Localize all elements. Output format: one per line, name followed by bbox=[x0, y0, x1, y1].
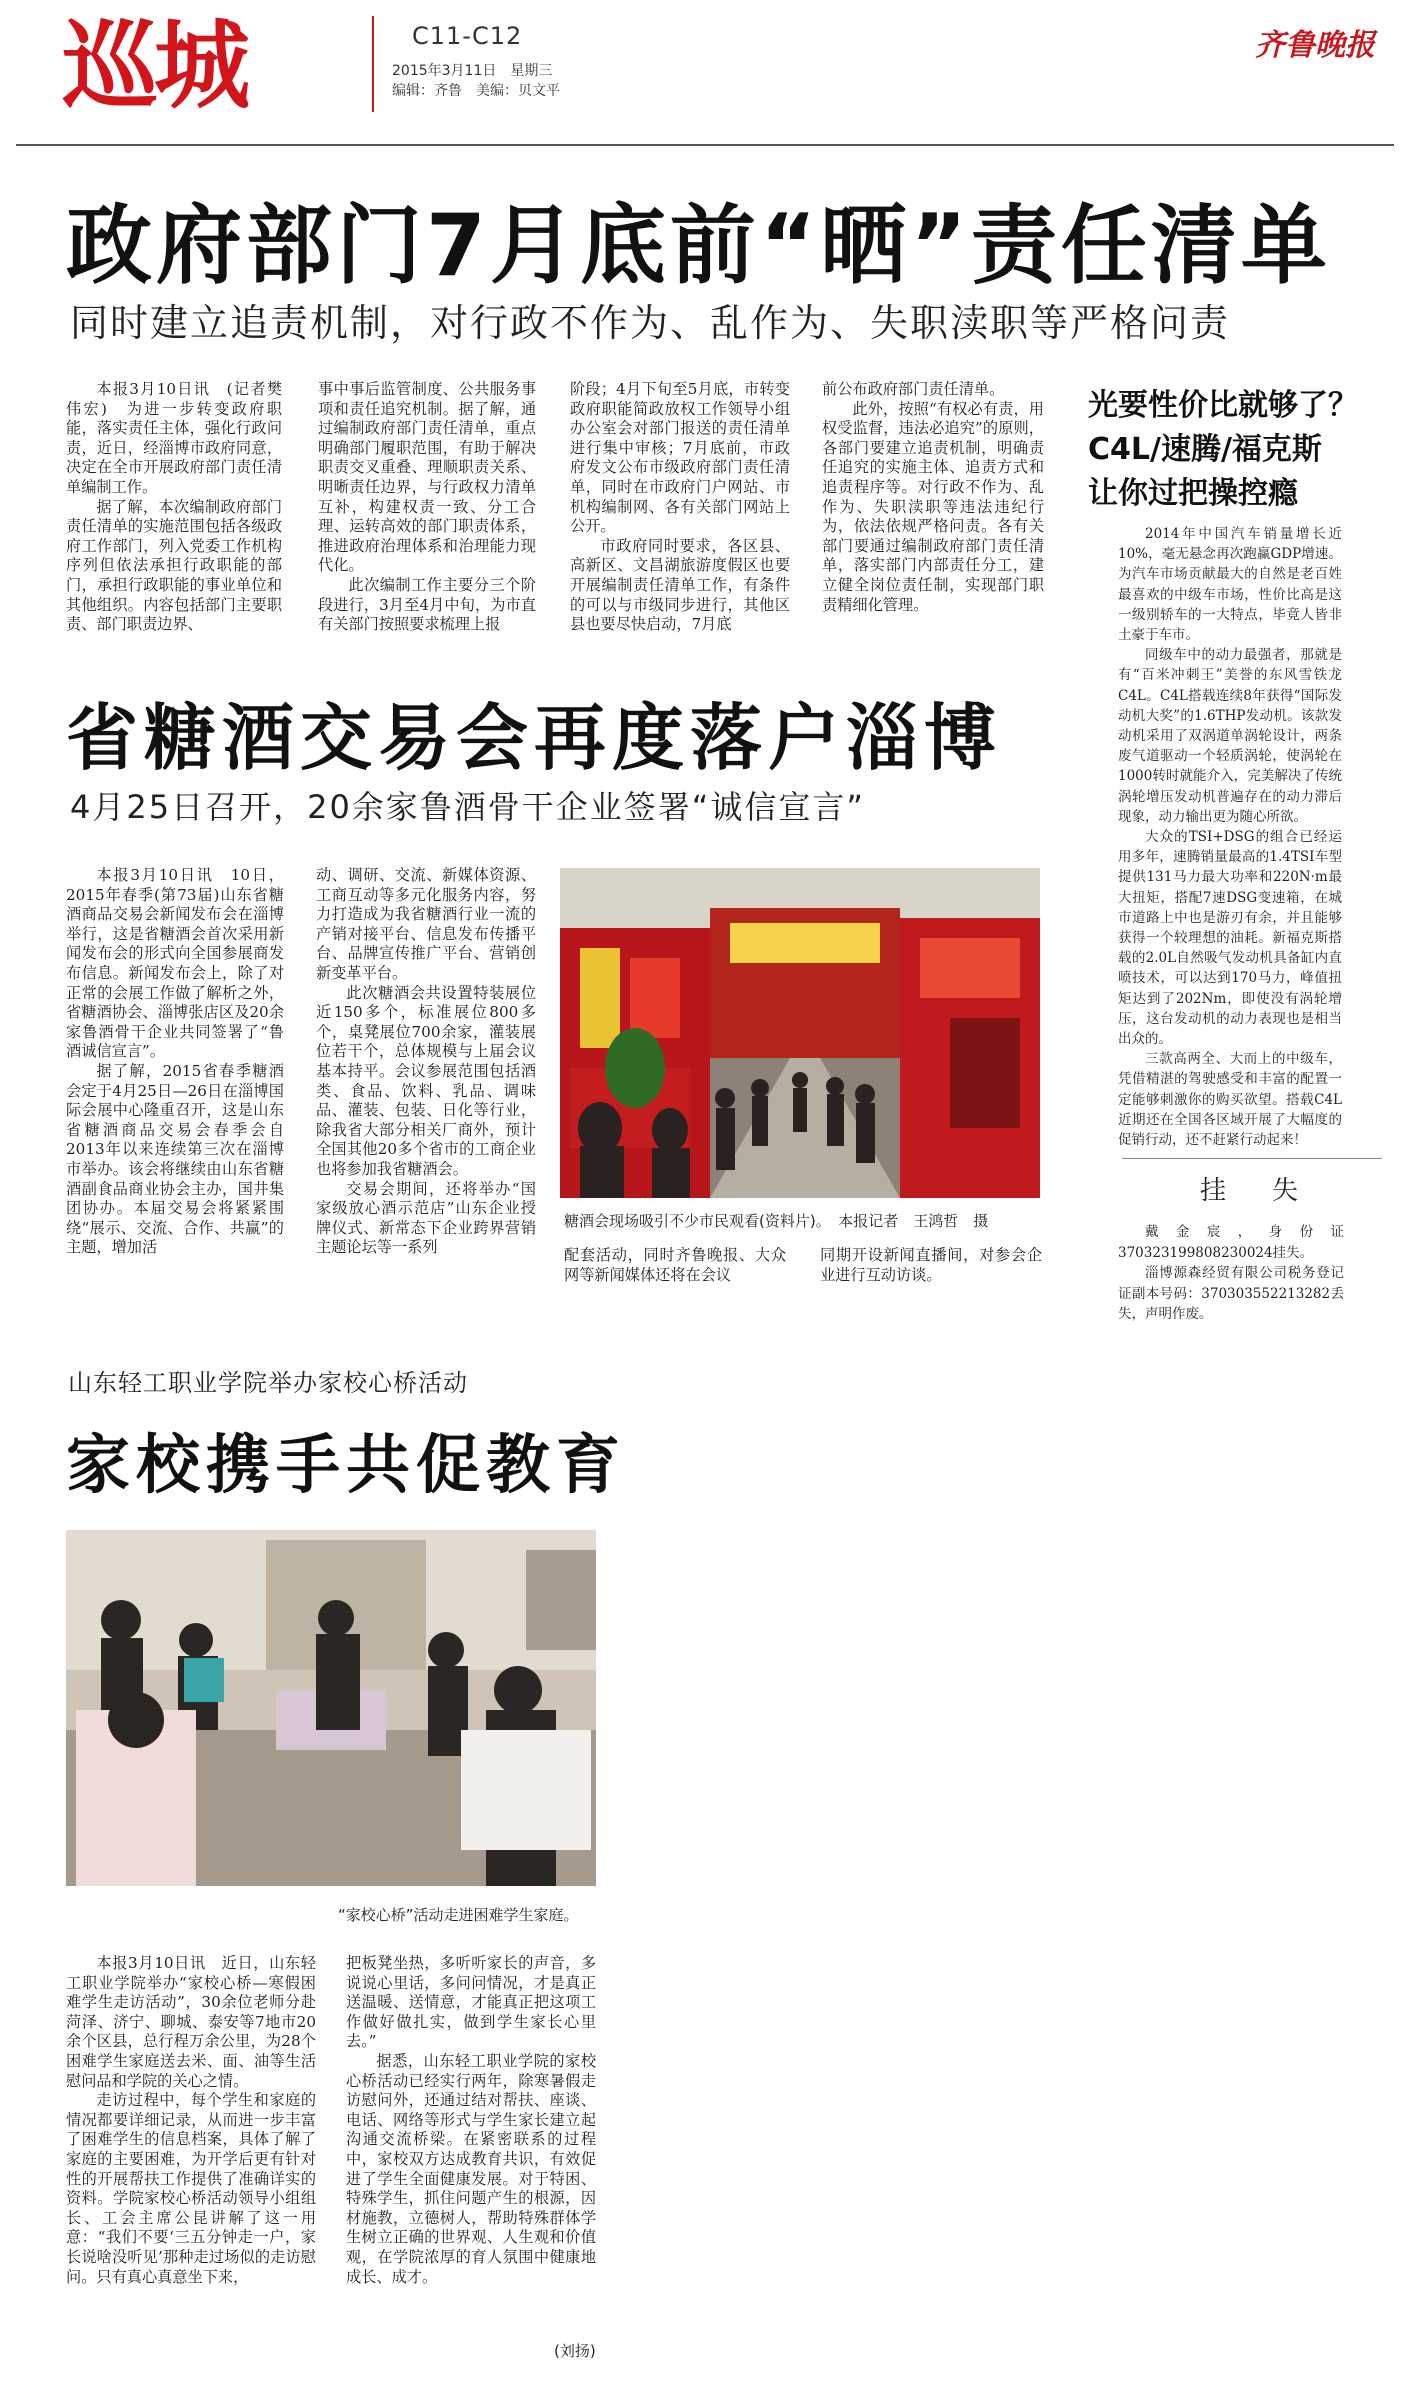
lost-notice-rule bbox=[1122, 1158, 1382, 1159]
story1-column-1 bbox=[66, 380, 282, 635]
story2-col2-para2: 此次糖酒会共设置特装展位近150多个，标准展位800多个，桌凳展位700余家，灌装展位若干个，总体规模与上届会议基本持平。会议参展范围包括酒类、食品、饮料、乳品、调味品、灌装、包装、日化等行业，除我省大部分相关厂商外，预计全国其他20多个省市的工商企业也将参加我省糖酒会。 bbox=[316, 983, 536, 1178]
story1-col2-para1: 事中事后监管制度、公共服务事项和责任追究机制。据了解，通过编制政府部门责任清单，重点明确部门履职范围，有助于解决职责交叉重叠、理顺职责关系、明晰责任边界，与行政权力清单互补，构建权责一致、分工合理、运转高效的部门职责体系，推进政府治理体系和治理能力现代化。 bbox=[318, 380, 536, 575]
lost-notice-para2: 淄博源森经贸有限公司税务登记证副本号码：370303552213282丢失，声明作废。 bbox=[1118, 1265, 1344, 1322]
home-visit-photo bbox=[66, 1530, 596, 1886]
sidebar-para1: 2014年中国汽车销量增长近10%，毫无悬念再次跑赢GDP增速。为汽车市场贡献最大的自然是老百姓最喜欢的中级车市场，性价比高是这一级别轿车的一大特点，毕竟人皆非土豪于车市。 bbox=[1118, 526, 1342, 644]
trade-fair-photo-caption: 糖酒会现场吸引不少市民观看(资料片)。 本报记者 王鸿哲 摄 bbox=[564, 1212, 989, 1230]
story3-col2-para1: 把板凳坐热，多听听家长的声音，多说说心里话，多问问情况，才是真正送温暖、送情意，才能真正把这项工作做好做扎实，做到学生家长心里去。” bbox=[346, 1954, 596, 2051]
story1-col3-para1: 阶段；4月下旬至5月底，市转变政府职能简政放权工作领导小组办公室会对部门报送的责任清单进行集中审核；7月底前，市政府发文公布市级政府部门责任清单，同时在市政府门户网站、市机构编制网、各有关部门网站上公开。 bbox=[570, 380, 790, 536]
story3-kicker: 山东轻工职业学院举办家校心桥活动 bbox=[68, 1369, 468, 1397]
story1-column-2 bbox=[318, 380, 536, 635]
story1-column-3 bbox=[570, 380, 790, 635]
story3-headline: 家校携手共促教育 bbox=[66, 1429, 626, 1503]
sidebar-headline-line3: 让你过把操控瘾 bbox=[1088, 476, 1298, 511]
story1-col2-para2: 此次编制工作主要分三个阶段进行，3月至4月中旬，为市直有关部门按照要求梳理上报 bbox=[318, 575, 536, 634]
story3-col2-para2: 据悉，山东轻工职业学院的家校心桥活动已经实行两年，除寒暑假走访慰问外，还通过结对帮扶、座谈、电话、网络等形式与学生家长建立起沟通交流桥梁。在紧密联系的过程中，家校双方达成教育共识，有效促进了学生全面健康发展。对于特困、特殊学生，抓住问题产生的根源，因材施教，立德树人，帮助特殊群体学生树立正确的世界观、人生观和价值观，在学院浓厚的育人氛围中健康地成长、成才。 bbox=[346, 2051, 596, 2286]
story2-column-4 bbox=[820, 1246, 1042, 1285]
story1-subhead: 同时建立追责机制，对行政不作为、乱作为、失职渎职等严格问责 bbox=[70, 301, 1231, 345]
section-logo: 巡城 bbox=[62, 9, 246, 122]
story2-column-3 bbox=[564, 1246, 786, 1285]
story3-column-1 bbox=[66, 1954, 316, 2287]
story3-signature: (刘扬) bbox=[554, 2342, 596, 2360]
lost-notice-title: 挂 失 bbox=[1200, 1176, 1309, 1206]
story2-column-2 bbox=[316, 866, 536, 1258]
page-numbers: C11-C12 bbox=[412, 22, 523, 50]
story1-col4-para1: 前公布政府部门责任清单。 bbox=[822, 380, 1005, 398]
story3-col1-para1: 本报3月10日讯 近日，山东轻工职业学院举办“家校心桥—寒假困难学生走访活动”，30余位老师分赴菏泽、济宁、聊城、泰安等7地市20余个区县，总行程万余公里，为28个困难学生家庭送去米、面、油等生活慰问品和学院的关心之情。 bbox=[66, 1954, 316, 2090]
lost-notice-para1: 戴金宸，身份证370323199808230024挂失。 bbox=[1118, 1224, 1344, 1261]
sidebar-para2: 同级车中的动力最强者，那就是有“百米冲刺王”美誉的东风雪铁龙C4L。C4L搭载连续8年获得“国际发动机大奖”的1.6THP发动机。该款发动机采用了双涡道单涡轮设计，两条废气道驱动一个轻质涡轮，使涡轮在1000转时就能介入，完美解决了传统涡轮增压发动机普遍存在的动力滞后现象，动力输出更为随心所欲。 bbox=[1118, 647, 1342, 825]
sidebar-para4: 三款高两全、大而上的中级车，凭借精湛的驾驶感受和丰富的配置一定能够刺激你的购买欲望。搭载C4L近期还在全国各区域开展了大幅度的促销行动，还不赶紧行动起来！ bbox=[1118, 1051, 1342, 1149]
story3-col1-para2: 走访过程中，每个学生和家庭的情况都要详细记录，从而进一步丰富了困难学生的信息档案，具体了解了家庭的主要困难，为开学后更有针对性的开展帮扶工作提供了准确详实的资料。学院家校心桥活动领导小组组长、工会主席公昆讲解了这一用意：“我们不要‘三五分钟走一户，家长说啥没听见’那种走过场似的走访慰问。只有真心真意坐下来， bbox=[66, 2091, 316, 2286]
lost-notice-body bbox=[1118, 1222, 1344, 1325]
story2-headline: 省糖酒交易会再度落户淄博 bbox=[66, 696, 1003, 780]
sidebar-headline-line1: 光要性价比就够了？ bbox=[1088, 388, 1358, 423]
home-visit-photo-caption: “家校心桥”活动走进困难学生家庭。 bbox=[338, 1906, 579, 1924]
story2-col1-para2: 据了解，2015省春季糖酒会定于4月25日—26日在淄博国际会展中心隆重召开，这是山东省糖酒商品交易会春季会自2013年以来连续第三次在淄博市举办。该会将继续由山东省糖酒副食品商业协会主办，国井集团协办。本届交易会将紧紧围绕“展示、交流、合作、共赢”的主题，增加活 bbox=[66, 1061, 284, 1257]
story1-column-4 bbox=[822, 380, 1044, 615]
editor-credits: 编辑：齐鲁 美编：贝文平 bbox=[392, 83, 560, 99]
masthead-divider bbox=[372, 16, 374, 112]
story1-col1-para1: 本报3月10日讯 (记者樊伟宏) 为进一步转变政府职能，落实责任主体，强化行政问责，近日，经淄博市政府同意，决定在全市开展政府部门责任清单编制工作。 bbox=[66, 380, 282, 496]
trade-fair-photo bbox=[560, 868, 1040, 1198]
story2-col3-tail: 配套活动，同时齐鲁晚报、大众网等新闻媒体还将在会议 bbox=[564, 1246, 786, 1284]
story3-column-2 bbox=[346, 1954, 596, 2287]
story1-col4-para2: 此外，按照“有权必有责，用权受监督，违法必追究”的原则，各部门要建立追责机制，明确责任追究的实施主体、追责方式和追责程序等。对行政不作为、乱作为、失职渎职等违法违纪行为，依法依规严格问责。各有关部门要通过编制政府部门责任清单，落实部门内部责任分工，建立健全岗位责任制，实现部门职责精细化管理。 bbox=[822, 399, 1044, 614]
story2-column-1 bbox=[66, 866, 284, 1258]
sidebar-para3: 大众的TSI+DSG的组合已经运用多年，速腾销量最高的1.4TSI车型提供131马力最大功率和220N·m最大扭矩，搭配7速DSG变速箱，在城市道路上中也是游刃有余，并且能够获得一个较理想的油耗。新福克斯搭载的2.0L自然吸气发动机具备缸内直喷技术，可以达到170马力，峰值扭矩达到了202Nm，即使没有涡轮增压，这台发动机的动力表现也是相当出众的。 bbox=[1118, 829, 1342, 1048]
sidebar-headline bbox=[1088, 384, 1358, 516]
story1-col1-para2: 据了解，本次编制政府部门责任清单的实施范围包括各级政府工作部门，列入党委工作机构序列但依法承担行政职能的部门，承担行政职能的事业单位和其他组织。内容包括部门主要职责、部门职责边界、 bbox=[66, 497, 282, 634]
sidebar-body bbox=[1118, 524, 1342, 1150]
masthead-rule bbox=[16, 144, 1394, 146]
story2-col1-para1: 本报3月10日讯 10日，2015年春季(第73届)山东省糖酒商品交易会新闻发布会在淄博举行，这是省糖酒会首次采用新闻发布会的形式向全国参展商发布信息。新闻发布会上，除了对正常的会展工作做了解析之外，省糖酒协会、淄博张店区及20余家鲁酒骨干企业共同签署了“鲁酒诚信宣言”。 bbox=[66, 866, 284, 1061]
story1-headline: 政府部门7月底前“晒”责任清单 bbox=[66, 196, 1331, 296]
home-visit-illustration bbox=[66, 1530, 596, 1886]
newspaper-brand: 齐鲁晚报 bbox=[1255, 28, 1375, 63]
story2-col2-para3: 交易会期间，还将举办“国家级放心酒示范店”山东企业授牌仪式、新常态下企业跨界营销主题论坛等一系列 bbox=[316, 1179, 536, 1257]
issue-date: 2015年3月11日 星期三 bbox=[392, 63, 553, 79]
story2-col2-para1: 动、调研、交流、新媒体资源、工商互动等多元化服务内容，努力打造成为我省糖酒行业一流的产销对接平台、信息发布传播平台、品牌宣传推广平台、营销创新变革平台。 bbox=[316, 866, 536, 982]
story2-subhead: 4月25日召开，20余家鲁酒骨干企业签署“诚信宣言” bbox=[70, 788, 865, 826]
story2-col4-tail: 同期开设新闻直播间，对参会企业进行互动访谈。 bbox=[820, 1246, 1042, 1284]
story1-col3-para2: 市政府同时要求，各区县、高新区、文昌湖旅游度假区也要开展编制责任清单工作，有条件的可以与市级同步进行，其他区县也要尽快启动，7月底 bbox=[570, 536, 790, 634]
sidebar-headline-line2: C4L/速腾/福克斯 bbox=[1088, 432, 1322, 467]
trade-fair-illustration bbox=[560, 868, 1040, 1198]
